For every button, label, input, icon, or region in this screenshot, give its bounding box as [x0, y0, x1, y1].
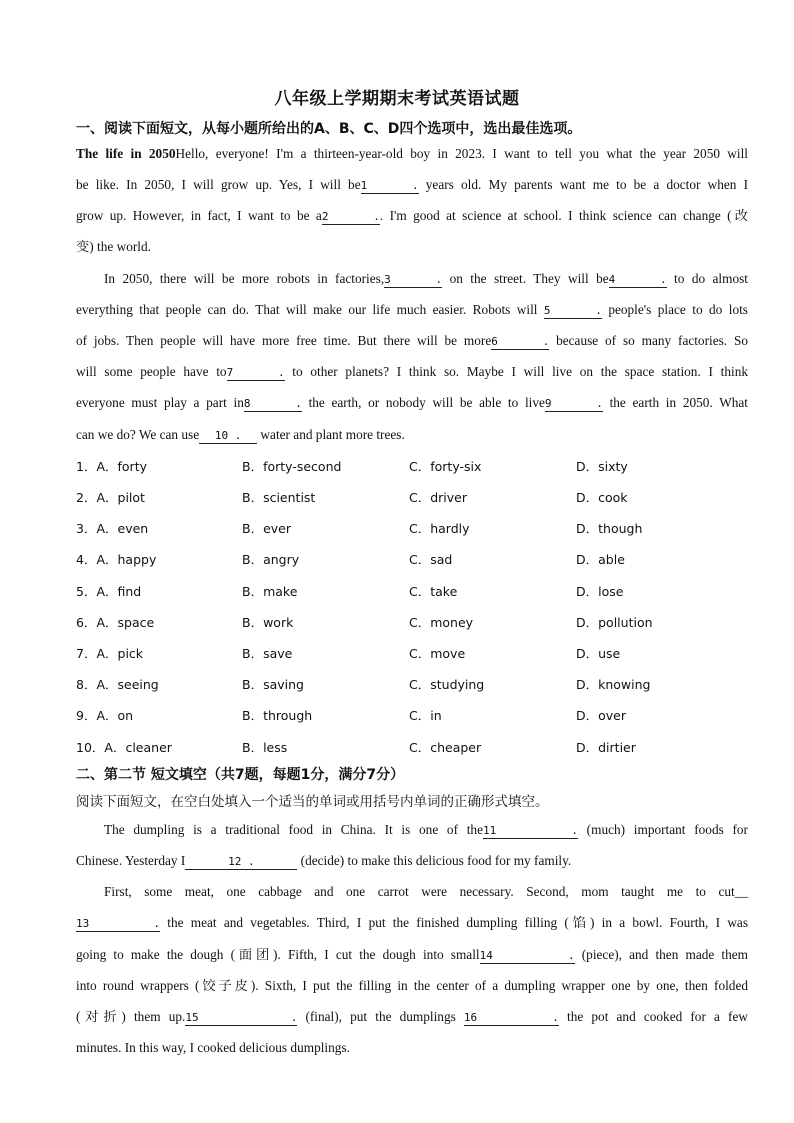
passage1-line-7: of jobs. Then people will have more free time. But there will be more6 . because of so many factories. So [76, 333, 749, 348]
option-4b[interactable]: B．angry [242, 552, 300, 567]
blank-14[interactable]: 14 . [479, 949, 575, 962]
option-7b[interactable]: B．save [242, 646, 293, 661]
passage-title: The life in 2050 [76, 146, 176, 161]
passage2-line-3: First, some meat, one cabbage and one carrot were necessary. Second, mom taught me to cut__ [104, 884, 748, 899]
blank-7[interactable]: 7 . [226, 366, 285, 379]
passage1-line-5: In 2050, there will be more robots in factories,3 . on the street. They will be4 . to do almost [104, 271, 748, 286]
page-title: 八年级上学期期末考试英语试题 [274, 89, 520, 109]
option-1b[interactable]: B．forty-second [242, 459, 342, 474]
blank-2[interactable]: 2 . [321, 210, 380, 223]
passage1-line-1: The life in 2050Hello, everyone! I'm a thirteen-year-old boy in 2023. I want to tell you what the year 2050 will [76, 146, 748, 161]
blank-4[interactable]: 4 . [608, 273, 667, 286]
option-7c[interactable]: C．move [409, 646, 466, 661]
passage1-line-10: can we do? We can use 10 . water and plant more trees. [76, 427, 405, 442]
option-3d[interactable]: D．though [576, 521, 643, 536]
option-6b[interactable]: B．work [242, 615, 294, 630]
passage1-line-4: 变) the world. [76, 239, 151, 254]
passage1-line-2: be like. In 2050, I will grow up. Yes, I will be1 . years old. My parents want me to be a doctor when I [76, 177, 748, 192]
blank-11[interactable]: 11 . [482, 824, 578, 837]
option-8d[interactable]: D．knowing [576, 677, 651, 692]
option-7a[interactable]: 7．A．pick [76, 646, 144, 661]
option-4c[interactable]: C．sad [409, 552, 453, 567]
option-4a[interactable]: 4．A．happy [76, 552, 157, 567]
blank-13[interactable]: 13 . [76, 917, 160, 930]
blank-10[interactable]: 10 . [199, 429, 257, 444]
passage2-line-5: going to make the dough (面团). Fifth, I cut the dough into small14 . (piece), and then made them [76, 947, 748, 962]
section2-heading: 二、第二节 短文填空（共7题，每题1分，满分7分） [76, 767, 405, 783]
option-6a[interactable]: 6．A．space [76, 615, 155, 630]
option-9c[interactable]: C．in [409, 708, 442, 723]
option-2a[interactable]: 2．A．pilot [76, 490, 145, 505]
question-1-options [76, 457, 756, 477]
option-5d[interactable]: D．lose [576, 584, 624, 599]
option-6c[interactable]: C．money [409, 615, 474, 630]
option-9a[interactable]: 9．A．on [76, 708, 134, 723]
option-2b[interactable]: B．scientist [242, 490, 316, 505]
passage2-line-7: (对折) them up.15 . (final), put the dumplings 16 . the pot and cooked for a few [76, 1009, 748, 1024]
option-1d[interactable]: D．sixty [576, 459, 628, 474]
option-5a[interactable]: 5．A．find [76, 584, 142, 599]
question-10-options [76, 738, 756, 758]
question-6-options [76, 613, 756, 633]
blank-12[interactable]: 12 . [185, 855, 297, 870]
option-10a[interactable]: 10．A．cleaner [76, 740, 172, 755]
blank-5[interactable]: 5 . [543, 304, 602, 317]
option-5b[interactable]: B．make [242, 584, 298, 599]
blank-16[interactable]: 16 . [463, 1011, 559, 1024]
passage2-line-1: The dumpling is a traditional food in China. It is one of the11 . (much) important foods for [104, 822, 748, 837]
option-3b[interactable]: B．ever [242, 521, 291, 536]
blank-8[interactable]: 8 . [243, 397, 302, 410]
blank-15[interactable]: 15 . [185, 1011, 298, 1024]
option-9d[interactable]: D．over [576, 708, 627, 723]
option-8b[interactable]: B．saving [242, 677, 304, 692]
option-2c[interactable]: C．driver [409, 490, 468, 505]
option-1a[interactable]: 1．A．forty [76, 459, 147, 474]
option-5c[interactable]: C．take [409, 584, 458, 599]
blank-3[interactable]: 3 . [384, 273, 443, 286]
option-6d[interactable]: D．pollution [576, 615, 653, 630]
option-1c[interactable]: C．forty-six [409, 459, 482, 474]
option-4d[interactable]: D．able [576, 552, 625, 567]
passage2-line-2: Chinese. Yesterday I 12 . (decide) to make this delicious food for my family. [76, 853, 572, 868]
section1-heading: 一、阅读下面短文，从每小题所给出的A、B、C、D四个选项中，选出最佳选项。 [76, 121, 582, 137]
question-3-options [76, 519, 756, 539]
option-8c[interactable]: C．studying [409, 677, 485, 692]
passage1-line-6: everything that people can do. That will make our life much easier. Robots will 5 . people's place to do lots [76, 302, 748, 317]
option-9b[interactable]: B．through [242, 708, 313, 723]
passage2-line-4: 13 . the meat and vegetables. Third, I put the finished dumpling filling (馅) in a bowl. Fourth, I was [76, 915, 748, 930]
question-2-options [76, 488, 756, 508]
passage2-line-8: minutes. In this way, I cooked delicious dumplings. [76, 1040, 350, 1055]
passage1-line-8: will some people have to7 . to other planets? I think so. Maybe I will live on the space station. I think [76, 364, 749, 379]
section2-instruction: 阅读下面短文，在空白处填入一个适当的单词或用括号内单词的正确形式填空。 [76, 794, 549, 810]
question-5-options [76, 582, 756, 602]
option-7d[interactable]: D．use [576, 646, 621, 661]
blank-1[interactable]: 1 . [360, 179, 419, 192]
question-4-options [76, 550, 756, 570]
option-2d[interactable]: D．cook [576, 490, 628, 505]
option-10d[interactable]: D．dirtier [576, 740, 636, 755]
passage2-line-6: into round wrappers (饺子皮). Sixth, I put the filling in the center of a dumpling wrapper one by one, then folded [76, 978, 748, 993]
option-10c[interactable]: C．cheaper [409, 740, 482, 755]
question-9-options [76, 706, 756, 726]
blank-6[interactable]: 6 . [491, 335, 550, 348]
option-3a[interactable]: 3．A．even [76, 521, 149, 536]
option-8a[interactable]: 8．A．seeing [76, 677, 159, 692]
option-10b[interactable]: B．less [242, 740, 288, 755]
option-3c[interactable]: C．hardly [409, 521, 470, 536]
passage1-line-9: everyone must play a part in8 . the earth, or nobody will be able to live9 . the earth in 2050. What [76, 395, 748, 410]
blank-9[interactable]: 9 . [544, 397, 603, 410]
question-7-options [76, 644, 756, 664]
question-8-options [76, 675, 756, 695]
passage1-line-3: grow up. However, in fact, I want to be a2 .. I'm good at science at school. I think science can change (改 [76, 208, 748, 223]
